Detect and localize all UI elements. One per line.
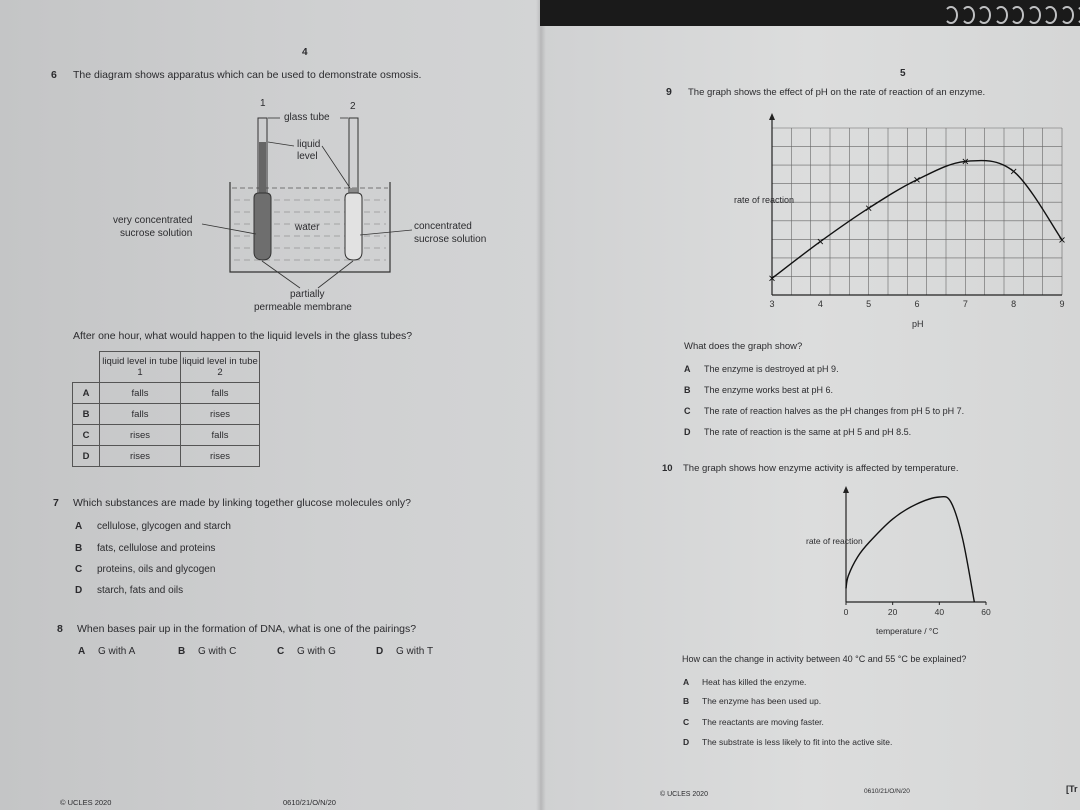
q10-option-b[interactable]: The enzyme has been used up. (702, 696, 822, 706)
footer-copyright-right: © UCLES 2020 (660, 791, 708, 798)
x-tick-label: 4 (817, 299, 823, 309)
cell-tube2: rises (181, 404, 260, 425)
cell-tube1: falls (100, 404, 181, 425)
q8-option-d[interactable]: G with T (396, 646, 434, 657)
footer-code-left: 0610/21/O/N/20 (283, 798, 336, 807)
q7-text: Which substances are made by linking together glucose molecules only? (73, 497, 411, 509)
q8-text: When bases pair up in the formation of DNA, what is one of the pairings? (77, 623, 417, 635)
q10-option-a-letter[interactable]: A (683, 677, 690, 687)
q6-number: 6 (51, 69, 57, 81)
chart2-xlabel: temperature / °C (876, 626, 939, 636)
chart1-ylabel: rate of reaction (734, 195, 795, 205)
table-header-tube1: liquid level in tube 1 (100, 352, 181, 383)
q8-number: 8 (57, 623, 63, 635)
q9-option-d[interactable]: The rate of reaction is the same at pH 5 and pH 8.5. (704, 427, 912, 437)
q8-option-a-letter[interactable]: A (78, 646, 86, 657)
cell-tube2: falls (181, 383, 260, 404)
label-tube-1: 1 (260, 98, 266, 109)
q9-option-d-letter[interactable]: D (684, 427, 691, 437)
q8-option-b-letter[interactable]: B (178, 646, 186, 657)
q7-option-a[interactable]: cellulose, glycogen and starch (97, 521, 231, 532)
page-number-right: 5 (900, 68, 906, 79)
footer-turn-over: [Tr (1066, 784, 1078, 794)
label-liquid: liquid (297, 139, 321, 150)
q8-option-c[interactable]: G with G (297, 646, 336, 657)
x-tick-label: 5 (866, 299, 872, 309)
chart1-xlabel: pH (912, 319, 924, 329)
q10-question: How can the change in activity between 40 °C and 55 °C be explained? (682, 654, 967, 664)
row-letter: B (73, 404, 100, 425)
q9-option-b[interactable]: The enzyme works best at pH 6. (704, 385, 834, 395)
label-very-concentrated: very concentrated (113, 215, 193, 226)
q7-option-d-letter[interactable]: D (75, 585, 83, 596)
q7-number: 7 (53, 497, 59, 509)
y-axis-arrow (843, 486, 849, 493)
label-concentrated: concentrated (414, 221, 472, 232)
x-tick-label: 3 (769, 299, 775, 309)
q9-option-c-letter[interactable]: C (684, 406, 691, 416)
q10-option-b-letter[interactable]: B (683, 696, 690, 706)
table-header-tube2: liquid level in tube 2 (181, 352, 260, 383)
label-glass-tube: glass tube (284, 112, 330, 123)
cell-tube1: falls (100, 383, 181, 404)
x-tick-label: 8 (1011, 299, 1017, 309)
cell-tube2: falls (181, 425, 260, 446)
q7-option-d[interactable]: starch, fats and oils (97, 585, 184, 596)
x-tick-label: 0 (843, 607, 849, 617)
label-partially: partially (290, 289, 325, 300)
q8-option-b[interactable]: G with C (198, 646, 237, 657)
q7-option-c[interactable]: proteins, oils and glycogen (97, 564, 216, 575)
label-tube-2: 2 (350, 101, 356, 112)
q9-option-c[interactable]: The rate of reaction halves as the pH changes from pH 5 to pH 7. (704, 406, 965, 416)
q7-option-c-letter[interactable]: C (75, 564, 83, 575)
x-tick-label: 9 (1059, 299, 1065, 309)
label-level: level (297, 151, 318, 162)
q8-option-c-letter[interactable]: C (277, 646, 285, 657)
x-tick-label: 7 (962, 299, 968, 309)
q8-option-a[interactable]: G with A (98, 646, 136, 657)
label-sucrose-solution-right: sucrose solution (414, 234, 487, 245)
page-number-left: 4 (302, 47, 308, 58)
q6-text: The diagram shows apparatus which can be used to demonstrate osmosis. (73, 69, 422, 81)
q10-text: The graph shows how enzyme activity is affected by temperature. (683, 463, 959, 474)
x-tick-label: 40 (934, 607, 945, 617)
q10-number: 10 (662, 463, 673, 474)
q9-text: The graph shows the effect of pH on the rate of reaction of an enzyme. (688, 87, 986, 98)
q7-option-b[interactable]: fats, cellulose and proteins (97, 543, 216, 554)
label-sucrose-solution-left: sucrose solution (120, 228, 193, 239)
label-water: water (295, 222, 320, 233)
cell-tube1: rises (100, 446, 181, 467)
footer-copyright-left: © UCLES 2020 (60, 798, 112, 807)
footer-code-right: 0610/21/O/N/20 (864, 788, 910, 795)
q10-option-c[interactable]: The reactants are moving faster. (702, 717, 824, 727)
x-tick-label: 20 (887, 607, 898, 617)
q10-option-d[interactable]: The substrate is less likely to fit into the active site. (702, 737, 893, 747)
q9-number: 9 (666, 86, 672, 98)
cell-tube2: rises (181, 446, 260, 467)
row-letter: C (73, 425, 100, 446)
q7-option-a-letter[interactable]: A (75, 521, 83, 532)
q10-option-c-letter[interactable]: C (683, 717, 690, 727)
q8-option-d-letter[interactable]: D (376, 646, 384, 657)
q9-question: What does the graph show? (684, 341, 803, 352)
q9-option-a-letter[interactable]: A (684, 364, 691, 374)
q9-option-b-letter[interactable]: B (684, 385, 691, 395)
label-permeable-membrane: permeable membrane (254, 302, 352, 313)
series-line (846, 497, 974, 602)
x-tick-label: 6 (914, 299, 920, 309)
row-letter: D (73, 446, 100, 467)
q6-question: After one hour, what would happen to the liquid levels in the glass tubes? (73, 330, 413, 342)
q7-option-b-letter[interactable]: B (75, 543, 83, 554)
x-tick-label: 60 (981, 607, 991, 617)
q10-option-d-letter[interactable]: D (683, 737, 690, 747)
chart2-ylabel: rate of reaction (806, 536, 863, 546)
q10-option-a[interactable]: Heat has killed the enzyme. (702, 677, 807, 687)
q9-option-a[interactable]: The enzyme is destroyed at pH 9. (704, 364, 839, 374)
cell-tube1: rises (100, 425, 181, 446)
row-letter: A (73, 383, 100, 404)
